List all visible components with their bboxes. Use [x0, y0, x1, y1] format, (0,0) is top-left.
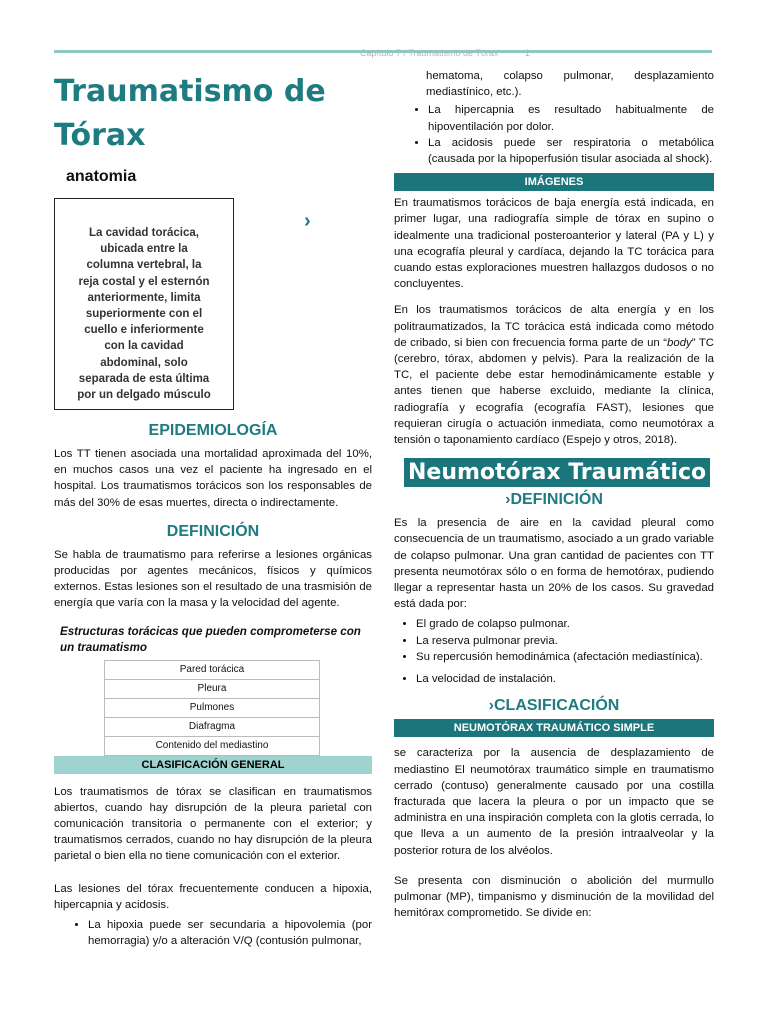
running-title: Capítulo 7 / Traumatismo de Tórax: [360, 48, 499, 58]
intro-line: con la cavidad: [104, 340, 184, 353]
list-item: • El grado de colapso pulmonar.: [416, 616, 714, 632]
classification-text: Los traumatismos de tórax se clasifican en traumatismos abiertos, cuando hay disrupción de la pleura parietal con comunicación transitoria o permanente con el exterior; y traumatismos cerrados, cuando no hay disrupción de la pleura parietal o bien ella no tiene comunicación con el exterior.: [54, 785, 372, 863]
intro-line: abdominal, solo: [100, 356, 188, 369]
structures-table: [104, 660, 320, 756]
lesions-list: [54, 917, 372, 949]
epidemiology-heading: EPIDEMIOLOGÍA: [148, 422, 278, 439]
images-bar: IMÁGENES: [394, 173, 714, 191]
intro-line: columna vertebral, la: [86, 259, 202, 272]
intro-line: anteriormente, limita: [87, 291, 201, 304]
list-item: • La velocidad de instalación.: [416, 671, 714, 687]
definition-heading-right: [394, 491, 714, 509]
table-row: [105, 660, 320, 679]
table-row: [105, 717, 320, 736]
images-text-2a: En los traumatismos torácicos de alta energía y en los politraumatizados, la TC torácica está indicada como método de cribado, si bien con frecuencia forma parte de un “: [394, 304, 714, 349]
simple-bar: NEUMOTÓRAX TRAUMÁTICO SIMPLE: [394, 719, 714, 737]
left-column: [54, 60, 372, 949]
page-title: [54, 70, 372, 158]
table-row: [105, 736, 320, 755]
list-item: • La acidosis puede ser respiratoria o metabólica (causada por la hipoperfusión tisular asociada al shock).: [428, 135, 714, 167]
definition-label: DEFINICIÓN: [510, 491, 603, 509]
chevron-right-icon: ›: [488, 697, 494, 715]
title-line-1: Traumatismo de: [54, 74, 326, 109]
intro-line: ubicada entre la: [100, 243, 188, 256]
intro-line: reja costal y el esternón: [78, 275, 210, 288]
acidosis-list: [394, 102, 714, 167]
anatomy-box: [54, 198, 234, 410]
epidemiology-text: Los TT tienen asociada una mortalidad aproximada del 10%, en muchos casos una vez el paciente ha ingresado en el hospital. Los traumatismos torácicos son los responsables de más del 30% de esas muertes, directa o indirectamente.: [54, 448, 372, 509]
images-text-2-body: body: [667, 336, 692, 349]
intro-line: separada de esta última: [78, 372, 210, 385]
table-cell: Pulmones: [105, 698, 320, 717]
definition-heading: DEFINICIÓN: [166, 522, 260, 540]
classification-bar: CLASIFICACIÓN GENERAL: [54, 756, 372, 774]
list-item: • La hipercapnia es resultado habitualmente de hipoventilación por dolor.: [428, 102, 714, 134]
intro-line: La cavidad torácica,: [89, 227, 199, 239]
table-cell: Pleura: [105, 679, 320, 698]
table-cell: Diafragma: [105, 717, 320, 736]
chevron-right-icon: ›: [304, 210, 311, 232]
images-text-2: [394, 302, 714, 448]
right-column: [394, 68, 714, 921]
intro-row: [54, 198, 372, 416]
lesions-text: Las lesiones del tórax frecuentemente conducen a hipoxia, hipercapnia y acidosis.: [54, 882, 372, 911]
structures-heading: Estructuras torácicas que pueden comprometerse con un traumatismo: [60, 624, 361, 654]
classification-heading: [394, 697, 714, 715]
intro-line: cuello e inferiormente: [84, 324, 204, 337]
simple-text-2: Se presenta con disminución o abolición del murmullo pulmonar (MP), timpanismo y disminución de la movilidad del hemitórax comprometido. Se divide en:: [394, 874, 714, 920]
table-cell: Contenido del mediastino: [105, 736, 320, 755]
definition-text-right: Es la presencia de aire en la cavidad pleural como consecuencia de un traumatismo, asociado a un grado variable de colapso pulmonar. Una gran cantidad de pacientes con TT presenta neumotórax sólo o en forma de hemotórax, pudiendo llegar a representar hasta un 20% de los casos. Su gravedad está dada por:: [394, 517, 714, 611]
classification-label: CLASIFICACIÓN: [494, 697, 620, 715]
page-number: 1: [524, 48, 530, 58]
images-text-1: En traumatismos torácicos de baja energía está indicada, en primer lugar, una radiografía simple de tórax en supino o idealmente una tradicional posteroanterior y lateral (PA y L) y una ecografía pleural y cardíaca, dejando la TC torácica para cuando estas exploraciones muestren hallazgos dudosos o no concluyentes.: [394, 197, 714, 291]
intro-line: por un delgado músculo: [77, 389, 211, 402]
chevron-right-icon: ›: [505, 491, 511, 509]
gravity-list: [394, 616, 714, 687]
title-line-2: Tórax: [54, 118, 146, 153]
table-row: [105, 698, 320, 717]
subtitle: anatomia: [66, 168, 137, 185]
definition-text: Se habla de traumatismo para referirse a lesiones orgánicas producidas por agentes mecánicos, físicos y químicos externos. Estas lesiones son el resultado de una trasmisión de energía que varía con la masa y la velocidad del agente.: [54, 548, 372, 610]
table-cell: Pared torácica: [105, 660, 320, 679]
list-item: • Su repercusión hemodinámica (afectación mediastínica).: [416, 649, 714, 665]
neumotorax-title: Neumotórax Traumático: [404, 458, 710, 487]
intro-line: superiormente con el: [85, 308, 203, 321]
simple-text: se caracteriza por la ausencia de desplazamiento de mediastino El neumotórax traumático simple en traumatismo cerrado (contuso) generalmente causado por una costilla fracturada que lacera la pleura o por un impacto que se administra en una inspiración completa con la glotis cerrada, lo que lleva a un aumento de la presión intraalveolar y la posterior rotura de los alvéolos.: [394, 747, 714, 857]
running-header: [360, 48, 530, 58]
list-item: • La hipoxia puede ser secundaria a hipovolemia (por hemorragia) y/o a alteración V/Q (contusión pulmonar,: [88, 917, 372, 949]
neumotorax-title-wrap: [404, 458, 714, 487]
list-item: • La reserva pulmonar previa.: [416, 633, 714, 649]
table-row: [105, 679, 320, 698]
continued-text: hematoma, colapso pulmonar, desplazamiento mediastínico, etc.).: [426, 70, 714, 99]
images-text-2b: ” TC (cerebro, tórax, abdomen y pelvis). Para la realización de la TC, el paciente debe estar hemodinámicamente estable y antes tienen que haberse excluido, mediante la clínica, radiografía y ecografía (ecografía FAST), lesiones que requieran cirugía o actuación inmediata, como neumotórax a tensión o taponamiento cardíaco (Espejo y otros, 2018).: [394, 336, 714, 447]
